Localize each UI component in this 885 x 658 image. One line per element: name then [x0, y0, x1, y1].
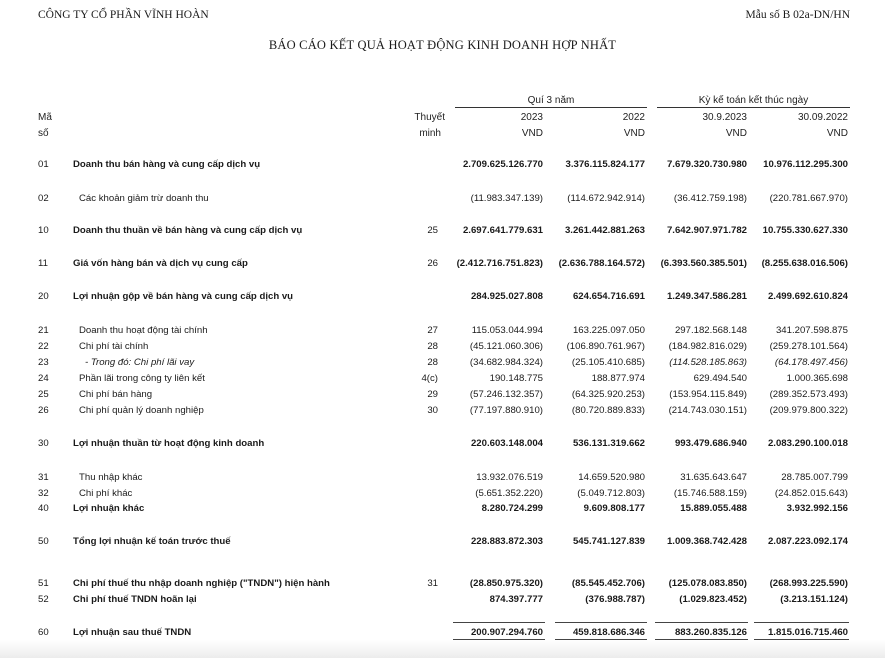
row-value-q3-2022: 9.609.808.177 [583, 503, 645, 514]
row-value-q3-2023: (34.682.984.324) [469, 357, 543, 368]
row-label: Thu nhập khác [79, 472, 143, 483]
row-note: 30 [427, 405, 438, 416]
row-value-q3-2023: (45.121.060.306) [469, 341, 543, 352]
row-value-ytd-2023: 1.009.368.742.428 [666, 536, 747, 547]
row-code: 60 [38, 627, 49, 638]
row-code: 51 [38, 578, 49, 589]
table-row [0, 159, 885, 173]
row-value-ytd-2023: 15.889.055.488 [680, 503, 747, 514]
table-row [0, 536, 885, 550]
row-value-q3-2023: (28.850.975.320) [469, 578, 543, 589]
row-value-q3-2022: 188.877.974 [591, 373, 645, 384]
row-label: Giá vốn hàng bán và dịch vụ cung cấp [73, 258, 248, 269]
row-value-ytd-2023: 993.479.686.940 [674, 438, 747, 449]
row-value-q3-2023: (11.983.347.139) [470, 193, 543, 204]
row-value-q3-2023: 228.883.872.303 [470, 536, 543, 547]
code-header-line1: Mã [38, 112, 52, 123]
row-code: 25 [38, 389, 49, 400]
row-note: 31 [427, 578, 438, 589]
page-bottom-shadow [0, 640, 885, 658]
currency-header-2: VND [725, 128, 747, 139]
row-value-q3-2022: (25.105.410.685) [571, 357, 645, 368]
row-value-q3-2022: 3.261.442.881.263 [564, 225, 645, 236]
row-label: Lợi nhuận gộp về bán hàng và cung cấp dịch vụ [73, 291, 294, 302]
row-value-ytd-2022: 341.207.598.875 [775, 325, 848, 336]
row-value-ytd-2022: 1.815.016.715.460 [767, 627, 848, 638]
row-label: Tổng lợi nhuận kế toán trước thuế [73, 536, 231, 547]
row-value-ytd-2023: (36.412.759.198) [673, 193, 747, 204]
note-header-line1: Thuyết [414, 112, 445, 123]
row-value-ytd-2023: 1.249.347.586.281 [666, 291, 747, 302]
row-value-ytd-2023: (15.746.588.159) [673, 488, 747, 499]
table-row [0, 488, 885, 502]
row-label: Các khoản giảm trừ doanh thu [79, 193, 209, 204]
row-value-ytd-2022: 3.932.992.156 [786, 503, 848, 514]
period-header-3: 30.09.2022 [797, 112, 848, 123]
currency-header-0: VND [521, 128, 543, 139]
row-value-q3-2022: 545.741.127.839 [572, 536, 645, 547]
row-label: Lợi nhuận thuần từ hoạt động kinh doanh [73, 438, 265, 449]
row-value-ytd-2022: (3.213.151.124) [780, 594, 848, 605]
row-code: 30 [38, 438, 49, 449]
period-header-2: 30.9.2023 [702, 112, 747, 123]
row-code: 32 [38, 488, 49, 499]
row-value-ytd-2022: 1.000.365.698 [786, 373, 848, 384]
row-value-q3-2023: 2.709.625.126.770 [462, 159, 543, 170]
row-code: 26 [38, 405, 49, 416]
row-code: 23 [38, 357, 49, 368]
row-value-ytd-2023: 297.182.568.148 [674, 325, 747, 336]
period-group-underline [657, 107, 850, 108]
row-code: 11 [38, 258, 48, 269]
report-title: BÁO CÁO KẾT QUẢ HOẠT ĐỘNG KINH DOANH HỢP NHẤT [268, 38, 617, 52]
row-value-ytd-2022: 10.755.330.627.330 [762, 225, 848, 236]
row-value-ytd-2022: (8.255.638.016.506) [761, 258, 848, 269]
table-row [0, 325, 885, 339]
currency-header-1: VND [623, 128, 645, 139]
row-value-q3-2022: (5.049.712.803) [577, 488, 645, 499]
row-label: Chi phí bán hàng [79, 389, 153, 400]
row-value-q3-2022: (80.720.889.833) [571, 405, 645, 416]
row-value-q3-2022: (106.890.761.967) [566, 341, 645, 352]
row-code: 50 [38, 536, 49, 547]
row-code: 52 [38, 594, 49, 605]
row-value-q3-2022: (376.988.787) [585, 594, 645, 605]
row-note: 28 [427, 357, 438, 368]
row-value-q3-2022: (114.672.942.914) [567, 193, 645, 204]
row-value-q3-2022: (64.325.920.253) [571, 389, 645, 400]
row-value-ytd-2022: 28.785.007.799 [781, 472, 848, 483]
company-name: CÔNG TY CỔ PHẦN VĨNH HOÀN [38, 9, 209, 21]
row-value-ytd-2023: 31.635.643.647 [680, 472, 747, 483]
row-note: 4(c) [421, 373, 438, 384]
row-value-q3-2023: 2.697.641.779.631 [462, 225, 543, 236]
row-value-ytd-2023: 7.642.907.971.782 [666, 225, 747, 236]
row-value-ytd-2022: 2.087.223.092.174 [767, 536, 848, 547]
row-value-q3-2022: 459.818.686.346 [572, 627, 645, 638]
row-value-ytd-2023: (214.743.030.151) [668, 405, 747, 416]
row-value-q3-2023: 874.397.777 [489, 594, 543, 605]
table-row [0, 225, 885, 239]
currency-header-3: VND [826, 128, 848, 139]
row-label: Doanh thu hoạt động tài chính [79, 325, 208, 336]
row-value-ytd-2023: (153.954.115.849) [669, 389, 747, 400]
note-header-line2: minh [419, 128, 441, 139]
row-value-ytd-2023: 883.260.835.126 [674, 627, 747, 638]
row-value-q3-2023: (5.651.352.220) [475, 488, 543, 499]
row-label: Chi phí quản lý doanh nghiệp [79, 405, 204, 416]
table-row [0, 357, 885, 371]
row-value-q3-2022: 624.654.716.691 [572, 291, 645, 302]
row-code: 40 [38, 503, 49, 514]
row-label: Chi phí thuế thu nhập doanh nghiệp ("TNDN") hiện hành [73, 578, 330, 589]
table-row [0, 389, 885, 403]
form-number: Mẫu số B 02a-DN/HN [745, 9, 850, 21]
row-value-q3-2023: 284.925.027.808 [470, 291, 543, 302]
row-note: 26 [427, 258, 438, 269]
row-code: 01 [38, 159, 49, 170]
row-value-ytd-2023: 629.494.540 [693, 373, 747, 384]
row-label: Chi phí khác [79, 488, 133, 499]
row-value-q3-2023: 220.603.148.004 [470, 438, 543, 449]
row-label: Doanh thu thuần về bán hàng và cung cấp dịch vụ [73, 225, 303, 236]
row-value-ytd-2022: (289.352.573.493) [769, 389, 848, 400]
row-note: 25 [427, 225, 438, 236]
row-note: 28 [427, 341, 438, 352]
total-separator-3 [754, 622, 849, 623]
table-row [0, 438, 885, 452]
row-value-q3-2022: 536.131.319.662 [572, 438, 645, 449]
total-separator-1 [555, 622, 647, 623]
row-value-q3-2022: (85.545.452.706) [571, 578, 645, 589]
row-value-ytd-2022: 2.499.692.610.824 [767, 291, 848, 302]
row-code: 10 [38, 225, 49, 236]
total-separator-0 [453, 622, 545, 623]
table-row [0, 258, 885, 272]
row-label: - Trong đó: Chi phí lãi vay [85, 357, 195, 368]
row-code: 24 [38, 373, 49, 384]
table-row [0, 341, 885, 355]
row-value-ytd-2022: (268.993.225.590) [769, 578, 848, 589]
row-value-ytd-2022: 2.083.290.100.018 [767, 438, 848, 449]
row-code: 22 [38, 341, 49, 352]
period-header-0: 2023 [520, 112, 543, 123]
row-value-ytd-2023: (1.029.823.452) [679, 594, 747, 605]
row-value-q3-2023: (2.412.716.751.823) [456, 258, 543, 269]
row-value-ytd-2022: (24.852.015.643) [774, 488, 848, 499]
row-value-ytd-2023: (125.078.083.850) [668, 578, 747, 589]
row-value-ytd-2022: (64.178.497.456) [774, 357, 848, 368]
row-code: 02 [38, 193, 49, 204]
row-value-ytd-2022: 10.976.112.295.300 [763, 159, 848, 170]
row-value-ytd-2023: (6.393.560.385.501) [660, 258, 747, 269]
table-row [0, 594, 885, 608]
row-value-ytd-2022: (220.781.667.970) [769, 193, 848, 204]
row-value-ytd-2023: (114.528.185.863) [669, 357, 747, 368]
row-value-ytd-2022: (259.278.101.564) [769, 341, 848, 352]
row-value-q3-2023: 8.280.724.299 [481, 503, 543, 514]
row-label: Lợi nhuận khác [73, 503, 145, 514]
row-value-q3-2022: 3.376.115.824.177 [565, 159, 645, 170]
row-value-q3-2023: 200.907.294.760 [470, 627, 543, 638]
row-value-ytd-2022: (209.979.800.322) [769, 405, 848, 416]
period-header-1: 2022 [622, 112, 645, 123]
row-code: 20 [38, 291, 49, 302]
row-label: Lợi nhuận sau thuế TNDN [73, 627, 192, 638]
table-row [0, 472, 885, 486]
row-value-q3-2023: (57.246.132.357) [469, 389, 543, 400]
total-separator-2 [655, 622, 748, 623]
row-code: 31 [38, 472, 49, 483]
table-row [0, 405, 885, 419]
row-value-ytd-2023: (184.982.816.029) [668, 341, 747, 352]
row-value-ytd-2023: 7.679.320.730.980 [666, 159, 747, 170]
row-note: 29 [427, 389, 438, 400]
row-code: 21 [38, 325, 49, 336]
row-value-q3-2023: 13.932.076.519 [476, 472, 543, 483]
row-label: Chi phí thuế TNDN hoãn lại [73, 594, 197, 605]
quarter-group-title: Quí 3 năm [527, 95, 575, 106]
row-value-q3-2022: (2.636.788.164.572) [558, 258, 645, 269]
row-value-q3-2022: 163.225.097.050 [572, 325, 645, 336]
row-label: Doanh thu bán hàng và cung cấp dịch vụ [73, 159, 261, 170]
table-row [0, 578, 885, 592]
table-row [0, 291, 885, 305]
row-value-q3-2023: 115.053.044.994 [471, 325, 543, 336]
table-row [0, 627, 885, 641]
row-value-q3-2023: (77.197.880.910) [469, 405, 543, 416]
table-row [0, 503, 885, 517]
row-label: Phần lãi trong công ty liên kết [79, 373, 205, 384]
code-header-line2: số [38, 128, 49, 139]
table-row [0, 373, 885, 387]
row-note: 27 [427, 325, 438, 336]
table-row [0, 193, 885, 207]
row-value-q3-2022: 14.659.520.980 [578, 472, 645, 483]
row-value-q3-2023: 190.148.775 [489, 373, 543, 384]
quarter-group-underline [455, 107, 647, 108]
period-group-title: Kỳ kế toán kết thúc ngày [698, 95, 809, 106]
row-label: Chi phí tài chính [79, 341, 149, 352]
